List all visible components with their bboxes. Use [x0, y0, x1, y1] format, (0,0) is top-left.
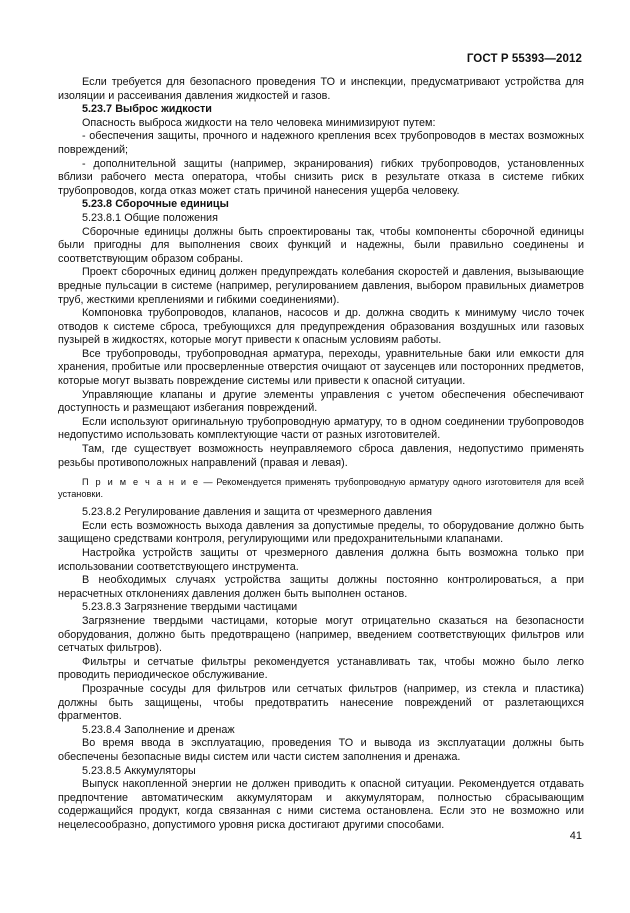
paragraph: Там, где существует возможность неуправляемого сброса давления, недопустимо применять резьбы противоположных направлений (правая и левая).: [58, 443, 584, 469]
note-text: — Рекомендуется применять трубопроводную арматуру одного изготовителя для всей установки.: [58, 477, 585, 500]
paragraph: В необходимых случаях устройства защиты должны постоянно контролироваться, а при нерасчетных отклонениях давления должен быть выполнен останов.: [58, 574, 584, 600]
body-text: [58, 76, 584, 832]
standard-header: ГОСТ Р 55393—2012: [466, 53, 582, 65]
note-label: П р и м е ч а н и е: [82, 477, 200, 488]
paragraph: Прозрачные сосуды для фильтров или сетчатых фильтров (например, из стекла и пластика) должны быть защищены, чтобы предотвратить нанесение повреждений от разлетающихся фрагментов.: [58, 682, 584, 723]
paragraph: Проект сборочных единиц должен предупреждать колебания скоростей и давления, вызывающие вредные пульсации в системе (например, регулированием давления, выбором правильных диаметров труб, жесткими креплениями и гибкими соединениями).: [58, 266, 584, 306]
paragraph: Опасность выброса жидкости на тело человека минимизируют путем:: [82, 116, 436, 129]
subsection-heading: 5.23.8.4 Заполнение и дренаж: [82, 723, 235, 736]
paragraph: Фильтры и сетчатые фильтры рекомендуется устанавливать так, чтобы можно было легко проводить периодическое обслуживание.: [58, 655, 584, 682]
paragraph: Компоновка трубопроводов, клапанов, насосов и др. должна сводить к минимуму число точек отводов к системе сброса, требующихся для предупреждения образования воздушных или газовых пузырей в жидкостях, которые могут привести к опасным условиям работы.: [58, 307, 584, 347]
paragraph: Загрязнение твердыми частицами, которые могут отрицательно сказаться на безопасности оборудования, должно быть предотвращено (например, введением соответствующих фильтров или сетчатых фильтров).: [58, 614, 584, 655]
paragraph: Во время ввода в эксплуатацию, проведения ТО и вывода из эксплуатации должны быть обеспечены безопасные виды систем или части систем заполнения и дренажа.: [58, 737, 584, 763]
paragraph: Настройка устройств защиты от чрезмерного давления должна быть возможна только при использовании соответствующего инструмента.: [58, 547, 584, 573]
paragraph: Управляющие клапаны и другие элементы управления с учетом обеспечения обеспечивают доступность и размещают избегания повреждений.: [58, 388, 584, 415]
paragraph: Если требуется для безопасного проведения ТО и инспекции, предусматривают устройства для изоляции и рассеивания давления жидкостей и газов.: [58, 76, 584, 102]
note: [58, 476, 584, 500]
subsection-heading: 5.23.8.2 Регулирование давления и защита от чрезмерного давления: [82, 506, 432, 519]
subsection-heading: 5.23.8.5 Аккумуляторы: [82, 764, 196, 777]
paragraph: Если есть возможность выхода давления за допустимые пределы, то оборудование должно быть защищено средствами контроля, регулирующими или предохранительными клапанами.: [58, 519, 584, 546]
subsection-heading: 5.23.8.1 Общие положения: [82, 211, 218, 224]
list-item: - дополнительной защиты (например, экранирования) гибких трубопроводов, установленных вблизи рабочего места оператора, чтобы снизить риск в результате отказа в системе гибких трубопроводов, когда отказ может стать причиной нанесения ущерба человеку.: [58, 157, 584, 197]
paragraph: Выпуск накопленной энергии не должен приводить к опасной ситуации. Рекомендуется отдавать предпочтение автоматическим аккумуляторам и аккумуляторам, полностью сбрасывающим содержащийся продукт, когда связанная с ними система остановлена. Если это не возможно или нецелесообразно, допустимого уровня риска достигают другими способами.: [58, 778, 584, 831]
section-heading: 5.23.8 Сборочные единицы: [82, 198, 229, 211]
paragraph: Сборочные единицы должны быть спроектированы так, чтобы компоненты сборочной единицы были пригодны для выполнения своих функций и надежны, были правильно соединены и соответствующим образом собраны.: [58, 225, 584, 265]
list-item: - обеспечения защиты, прочного и надежного крепления всех трубопроводов в местах возможных повреждений;: [58, 130, 584, 156]
subsection-heading: 5.23.8.3 Загрязнение твердыми частицами: [82, 601, 298, 614]
page-number: 41: [569, 830, 582, 842]
section-heading: 5.23.7 Выброс жидкости: [82, 103, 212, 116]
paragraph: Все трубопроводы, трубопроводная арматура, переходы, уравнительные баки или емкости для хранения, пробитые или просверленные отверстия очищают от заусенцев или посторонних предметов, которые могут вызвать повреждение системы или привести к опасной ситуации.: [58, 347, 584, 388]
paragraph: Если используют оригинальную трубопроводную арматуру, то в одном соединении трубопроводов недопустимо использовать комплектующие части от разных изготовителей.: [58, 415, 584, 442]
